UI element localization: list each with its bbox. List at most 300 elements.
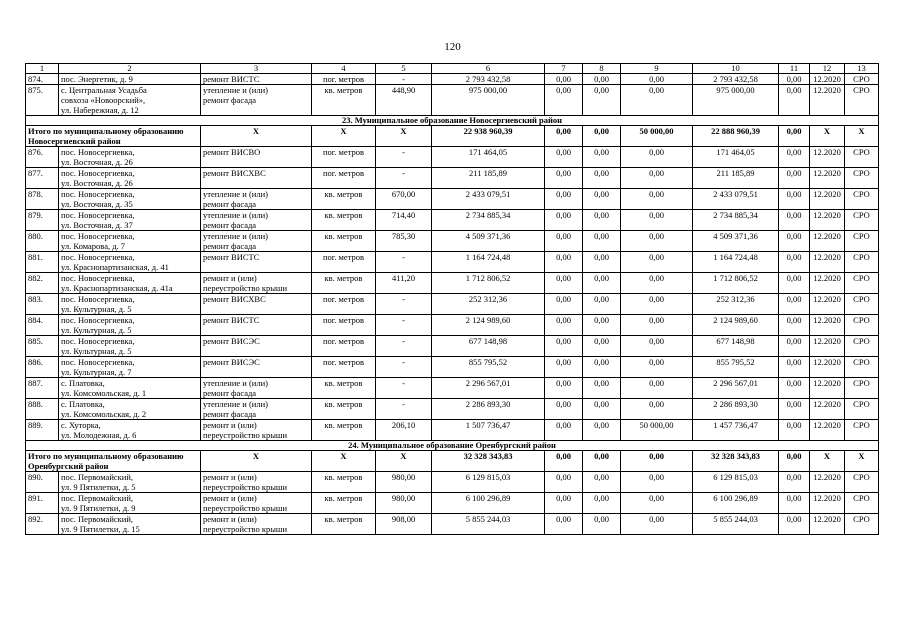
work-type (201, 74, 312, 85)
address-line: ул. Комсомольская, д. 2 (61, 409, 147, 419)
col-11: 0,00 (779, 85, 810, 116)
work-type-line: ремонт ВИСЭС (203, 336, 260, 346)
col-8: 0,00 (583, 357, 621, 378)
col-7: 0,00 (545, 315, 583, 336)
col-10: 2 433 079,51 (693, 189, 779, 210)
address-line: ул. 9 Пятилетки, д. 9 (61, 503, 136, 513)
row-number: 880. (26, 231, 59, 252)
total-cost: 4 509 371,36 (432, 231, 545, 252)
address-line: ул. Краснопартизанская, д. 41а (61, 283, 173, 293)
address (59, 514, 201, 535)
work-type-line: ремонт ВИСТС (203, 252, 260, 262)
col-10: 2 734 885,34 (693, 210, 779, 231)
completion-date: 12.2020 (810, 85, 845, 116)
address-line: с. Центральная Усадьба (61, 85, 147, 95)
table-row (26, 85, 879, 116)
address-line: ул. Комарова, д. 7 (61, 241, 126, 251)
address (59, 315, 201, 336)
address (59, 231, 201, 252)
completion-date: 12.2020 (810, 168, 845, 189)
table-row (26, 420, 879, 441)
address-line: совхоза «Новоорский», (61, 95, 146, 105)
col-8: 0,00 (583, 493, 621, 514)
address-line: ул. Восточная, д. 26 (61, 157, 133, 167)
col-9: 0,00 (621, 315, 693, 336)
col-9: 0,00 (621, 74, 693, 85)
col-9: 0,00 (621, 514, 693, 535)
unit: кв. метров (312, 273, 376, 294)
completion-date: 12.2020 (810, 357, 845, 378)
col-11: 0,00 (779, 493, 810, 514)
address (59, 472, 201, 493)
work-type-line: ремонт фасада (203, 220, 257, 230)
row-number: 883. (26, 294, 59, 315)
col-11: 0,00 (779, 210, 810, 231)
work-type-line: переустройство крыши (203, 430, 288, 440)
address-line: ул. Культурная, д. 7 (61, 367, 132, 377)
completion-date: 12.2020 (810, 315, 845, 336)
subtotal-unit: X (312, 126, 376, 147)
total-cost: 1 712 806,52 (432, 273, 545, 294)
address-line: пос. Новосергиевка, (61, 168, 135, 178)
col-7: 0,00 (545, 493, 583, 514)
volume: 785,30 (376, 231, 432, 252)
col-11: 0,00 (779, 231, 810, 252)
unit: пог. метров (312, 357, 376, 378)
completion-date: 12.2020 (810, 273, 845, 294)
completion-date: 12.2020 (810, 378, 845, 399)
row-number: 876. (26, 147, 59, 168)
table-row (26, 74, 879, 85)
col-8: 0,00 (583, 315, 621, 336)
row-number: 884. (26, 315, 59, 336)
work-type-line: переустройство крыши (203, 482, 288, 492)
work-type (201, 472, 312, 493)
col-10: 2 296 567,01 (693, 378, 779, 399)
funding-method: СРО (845, 273, 879, 294)
col-11: 0,00 (779, 357, 810, 378)
column-number-6: 6 (432, 64, 545, 74)
subtotal-col-10: 32 328 343,83 (693, 451, 779, 472)
address (59, 273, 201, 294)
col-10: 2 793 432,58 (693, 74, 779, 85)
funding-method: СРО (845, 252, 879, 273)
column-number-4: 4 (312, 64, 376, 74)
volume: 670,00 (376, 189, 432, 210)
work-type-line: ремонт и (или) (203, 472, 257, 482)
col-11: 0,00 (779, 147, 810, 168)
col-7: 0,00 (545, 336, 583, 357)
subtotal-row (26, 451, 879, 472)
col-10: 1 164 724,48 (693, 252, 779, 273)
work-type-line: переустройство крыши (203, 283, 288, 293)
col-10: 855 795,52 (693, 357, 779, 378)
subtotal-label: Итого по муниципальному образованию Оренбургский район (26, 451, 201, 472)
subtotal-col-9: 50 000,00 (621, 126, 693, 147)
unit: пог. метров (312, 147, 376, 168)
work-type-line: переустройство крыши (203, 503, 288, 513)
unit: пог. метров (312, 336, 376, 357)
unit: кв. метров (312, 378, 376, 399)
col-11: 0,00 (779, 168, 810, 189)
address (59, 336, 201, 357)
unit: кв. метров (312, 420, 376, 441)
col-8: 0,00 (583, 472, 621, 493)
col-8: 0,00 (583, 231, 621, 252)
total-cost: 252 312,36 (432, 294, 545, 315)
address-line: ул. 9 Пятилетки, д. 5 (61, 482, 136, 492)
col-10: 252 312,36 (693, 294, 779, 315)
col-9: 0,00 (621, 336, 693, 357)
col-9: 0,00 (621, 294, 693, 315)
subtotal-col-8: 0,00 (583, 451, 621, 472)
work-type-line: утепление и (или) (203, 189, 268, 199)
address-line: пос. Новосергиевка, (61, 294, 135, 304)
subtotal-method: X (845, 126, 879, 147)
volume: 980,00 (376, 472, 432, 493)
row-number: 892. (26, 514, 59, 535)
total-cost: 2 433 079,51 (432, 189, 545, 210)
funding-method: СРО (845, 294, 879, 315)
funding-method: СРО (845, 210, 879, 231)
address (59, 252, 201, 273)
unit: кв. метров (312, 472, 376, 493)
work-type (201, 85, 312, 116)
unit: кв. метров (312, 189, 376, 210)
col-7: 0,00 (545, 231, 583, 252)
table-body (26, 64, 879, 535)
unit: пог. метров (312, 168, 376, 189)
column-number-2: 2 (59, 64, 201, 74)
volume: - (376, 399, 432, 420)
work-type-line: ремонт фасада (203, 241, 257, 251)
table-row (26, 472, 879, 493)
address-line: ул. Краснопартизанская, д. 41 (61, 262, 169, 272)
address (59, 493, 201, 514)
funding-method: СРО (845, 493, 879, 514)
column-number-9: 9 (621, 64, 693, 74)
address (59, 74, 201, 85)
col-8: 0,00 (583, 420, 621, 441)
col-7: 0,00 (545, 252, 583, 273)
work-type-line: утепление и (или) (203, 210, 268, 220)
column-number-7: 7 (545, 64, 583, 74)
col-9: 0,00 (621, 252, 693, 273)
row-number: 887. (26, 378, 59, 399)
work-type-line: утепление и (или) (203, 85, 268, 95)
total-cost: 855 795,52 (432, 357, 545, 378)
table-row (26, 168, 879, 189)
funding-method: СРО (845, 85, 879, 116)
subtotal-col-10: 22 888 960,39 (693, 126, 779, 147)
address (59, 85, 201, 116)
address-line: ул. Культурная, д. 5 (61, 325, 132, 335)
table-row (26, 252, 879, 273)
col-11: 0,00 (779, 399, 810, 420)
row-number: 874. (26, 74, 59, 85)
col-8: 0,00 (583, 514, 621, 535)
address (59, 378, 201, 399)
col-10: 1 457 736,47 (693, 420, 779, 441)
col-11: 0,00 (779, 294, 810, 315)
volume: 714,40 (376, 210, 432, 231)
work-type-line: утепление и (или) (203, 231, 268, 241)
address-line: пос. Новосергиевка, (61, 315, 135, 325)
address-line: ул. Культурная, д. 5 (61, 304, 132, 314)
volume: - (376, 147, 432, 168)
col-7: 0,00 (545, 420, 583, 441)
col-9: 50 000,00 (621, 420, 693, 441)
table-row (26, 231, 879, 252)
total-cost: 1 507 736,47 (432, 420, 545, 441)
subtotal-row (26, 126, 879, 147)
col-8: 0,00 (583, 399, 621, 420)
work-type (201, 420, 312, 441)
total-cost: 5 855 244,03 (432, 514, 545, 535)
subtotal-method: X (845, 451, 879, 472)
total-cost: 2 296 567,01 (432, 378, 545, 399)
volume: - (376, 315, 432, 336)
address-line: пос. Первомайский, (61, 472, 134, 482)
unit: кв. метров (312, 399, 376, 420)
work-type (201, 168, 312, 189)
work-type-line: утепление и (или) (203, 399, 268, 409)
table-row (26, 493, 879, 514)
address-line: пос. Новосергиевка, (61, 252, 135, 262)
address-line: пос. Новосергиевка, (61, 336, 135, 346)
col-10: 6 100 296,89 (693, 493, 779, 514)
col-8: 0,00 (583, 168, 621, 189)
funding-method: СРО (845, 189, 879, 210)
col-7: 0,00 (545, 514, 583, 535)
work-type (201, 231, 312, 252)
col-10: 677 148,98 (693, 336, 779, 357)
col-11: 0,00 (779, 252, 810, 273)
subtotal-col-11: 0,00 (779, 451, 810, 472)
col-8: 0,00 (583, 294, 621, 315)
section-heading: 23. Муниципальное образование Новосергиевский район (26, 116, 879, 126)
col-7: 0,00 (545, 399, 583, 420)
address-line: с. Хуторка, (61, 420, 101, 430)
completion-date: 12.2020 (810, 147, 845, 168)
col-9: 0,00 (621, 189, 693, 210)
col-10: 975 000,00 (693, 85, 779, 116)
work-type-line: утепление и (или) (203, 378, 268, 388)
funding-method: СРО (845, 147, 879, 168)
funding-method: СРО (845, 472, 879, 493)
col-11: 0,00 (779, 74, 810, 85)
address-line: пос. Энергетик, д. 9 (61, 74, 133, 84)
subtotal-date: X (810, 126, 845, 147)
address-line: ул. Молодежная, д. 6 (61, 430, 137, 440)
funding-method: СРО (845, 399, 879, 420)
column-number-5: 5 (376, 64, 432, 74)
subtotal-work-type: X (201, 451, 312, 472)
col-7: 0,00 (545, 189, 583, 210)
col-8: 0,00 (583, 147, 621, 168)
col-7: 0,00 (545, 85, 583, 116)
total-cost: 2 734 885,34 (432, 210, 545, 231)
column-number-3: 3 (201, 64, 312, 74)
table-row (26, 378, 879, 399)
col-8: 0,00 (583, 85, 621, 116)
work-type (201, 315, 312, 336)
unit: пог. метров (312, 315, 376, 336)
table-row (26, 294, 879, 315)
col-10: 2 124 989,60 (693, 315, 779, 336)
work-type-line: ремонт и (или) (203, 420, 257, 430)
address-line: ул. 9 Пятилетки, д. 15 (61, 524, 140, 534)
row-number: 891. (26, 493, 59, 514)
total-cost: 6 100 296,89 (432, 493, 545, 514)
table-row (26, 315, 879, 336)
unit: кв. метров (312, 231, 376, 252)
funding-method: СРО (845, 378, 879, 399)
col-9: 0,00 (621, 231, 693, 252)
subtotal-label: Итого по муниципальному образованию Новосергиевский район (26, 126, 201, 147)
total-cost: 6 129 815,03 (432, 472, 545, 493)
col-9: 0,00 (621, 210, 693, 231)
address-line: пос. Новосергиевка, (61, 231, 135, 241)
subtotal-date: X (810, 451, 845, 472)
column-number-1: 1 (26, 64, 59, 74)
funding-method: СРО (845, 231, 879, 252)
volume: - (376, 252, 432, 273)
subtotal-cost: 22 938 960,39 (432, 126, 545, 147)
total-cost: 975 000,00 (432, 85, 545, 116)
work-type (201, 378, 312, 399)
work-type-line: ремонт ВИСТС (203, 74, 260, 84)
work-type (201, 514, 312, 535)
col-8: 0,00 (583, 210, 621, 231)
row-number: 881. (26, 252, 59, 273)
address (59, 420, 201, 441)
address (59, 189, 201, 210)
work-type-line: ремонт фасада (203, 388, 257, 398)
subtotal-volume: X (376, 126, 432, 147)
unit: пог. метров (312, 74, 376, 85)
address-line: пос. Первомайский, (61, 514, 134, 524)
col-8: 0,00 (583, 378, 621, 399)
col-11: 0,00 (779, 378, 810, 399)
total-cost: 2 286 893,30 (432, 399, 545, 420)
completion-date: 12.2020 (810, 472, 845, 493)
subtotal-col-7: 0,00 (545, 451, 583, 472)
section-heading: 24. Муниципальное образование Оренбургский район (26, 441, 879, 451)
work-type-line: ремонт фасада (203, 199, 257, 209)
volume: - (376, 294, 432, 315)
subtotal-col-9: 0,00 (621, 451, 693, 472)
unit: пог. метров (312, 252, 376, 273)
table-row (26, 210, 879, 231)
work-type (201, 493, 312, 514)
volume: - (376, 336, 432, 357)
work-type-line: переустройство крыши (203, 524, 288, 534)
col-10: 4 509 371,36 (693, 231, 779, 252)
work-type-line: ремонт ВИСЭС (203, 357, 260, 367)
col-9: 0,00 (621, 85, 693, 116)
address (59, 147, 201, 168)
work-type-line: ремонт фасада (203, 409, 257, 419)
unit: кв. метров (312, 85, 376, 116)
work-type (201, 147, 312, 168)
section-heading-row (26, 441, 879, 451)
completion-date: 12.2020 (810, 514, 845, 535)
repair-register-table (25, 63, 879, 535)
work-type-line: ремонт и (или) (203, 493, 257, 503)
work-type-line: ремонт ВИСТС (203, 315, 260, 325)
col-7: 0,00 (545, 378, 583, 399)
total-cost: 211 185,89 (432, 168, 545, 189)
volume: 448,90 (376, 85, 432, 116)
funding-method: СРО (845, 74, 879, 85)
address-line: ул. Восточная, д. 26 (61, 178, 133, 188)
col-8: 0,00 (583, 252, 621, 273)
col-7: 0,00 (545, 74, 583, 85)
col-10: 6 129 815,03 (693, 472, 779, 493)
volume: 411,20 (376, 273, 432, 294)
col-9: 0,00 (621, 378, 693, 399)
table-row (26, 273, 879, 294)
funding-method: СРО (845, 315, 879, 336)
address-line: пос. Новосергиевка, (61, 210, 135, 220)
work-type-line: ремонт фасада (203, 95, 257, 105)
column-number-8: 8 (583, 64, 621, 74)
col-7: 0,00 (545, 273, 583, 294)
volume: - (376, 378, 432, 399)
subtotal-volume: X (376, 451, 432, 472)
row-number: 890. (26, 472, 59, 493)
address-line: пос. Новосергиевка, (61, 357, 135, 367)
work-type (201, 189, 312, 210)
col-9: 0,00 (621, 357, 693, 378)
col-9: 0,00 (621, 399, 693, 420)
unit: кв. метров (312, 514, 376, 535)
table-row (26, 189, 879, 210)
row-number: 885. (26, 336, 59, 357)
funding-method: СРО (845, 420, 879, 441)
col-7: 0,00 (545, 357, 583, 378)
address (59, 357, 201, 378)
address-line: пос. Новосергиевка, (61, 273, 135, 283)
col-11: 0,00 (779, 472, 810, 493)
row-number: 889. (26, 420, 59, 441)
subtotal-work-type: X (201, 126, 312, 147)
col-11: 0,00 (779, 336, 810, 357)
col-10: 5 855 244,03 (693, 514, 779, 535)
column-number-10: 10 (693, 64, 779, 74)
address-line: пос. Новосергиевка, (61, 147, 135, 157)
volume: - (376, 74, 432, 85)
total-cost: 1 164 724,48 (432, 252, 545, 273)
col-9: 0,00 (621, 168, 693, 189)
col-7: 0,00 (545, 168, 583, 189)
row-number: 878. (26, 189, 59, 210)
col-11: 0,00 (779, 189, 810, 210)
row-number: 875. (26, 85, 59, 116)
col-10: 171 464,05 (693, 147, 779, 168)
work-type-line: ремонт ВИСХВС (203, 294, 266, 304)
completion-date: 12.2020 (810, 252, 845, 273)
col-8: 0,00 (583, 189, 621, 210)
volume: 908,00 (376, 514, 432, 535)
volume: 980,00 (376, 493, 432, 514)
col-9: 0,00 (621, 273, 693, 294)
address-line: с. Платовка, (61, 399, 105, 409)
subtotal-col-11: 0,00 (779, 126, 810, 147)
completion-date: 12.2020 (810, 189, 845, 210)
funding-method: СРО (845, 336, 879, 357)
